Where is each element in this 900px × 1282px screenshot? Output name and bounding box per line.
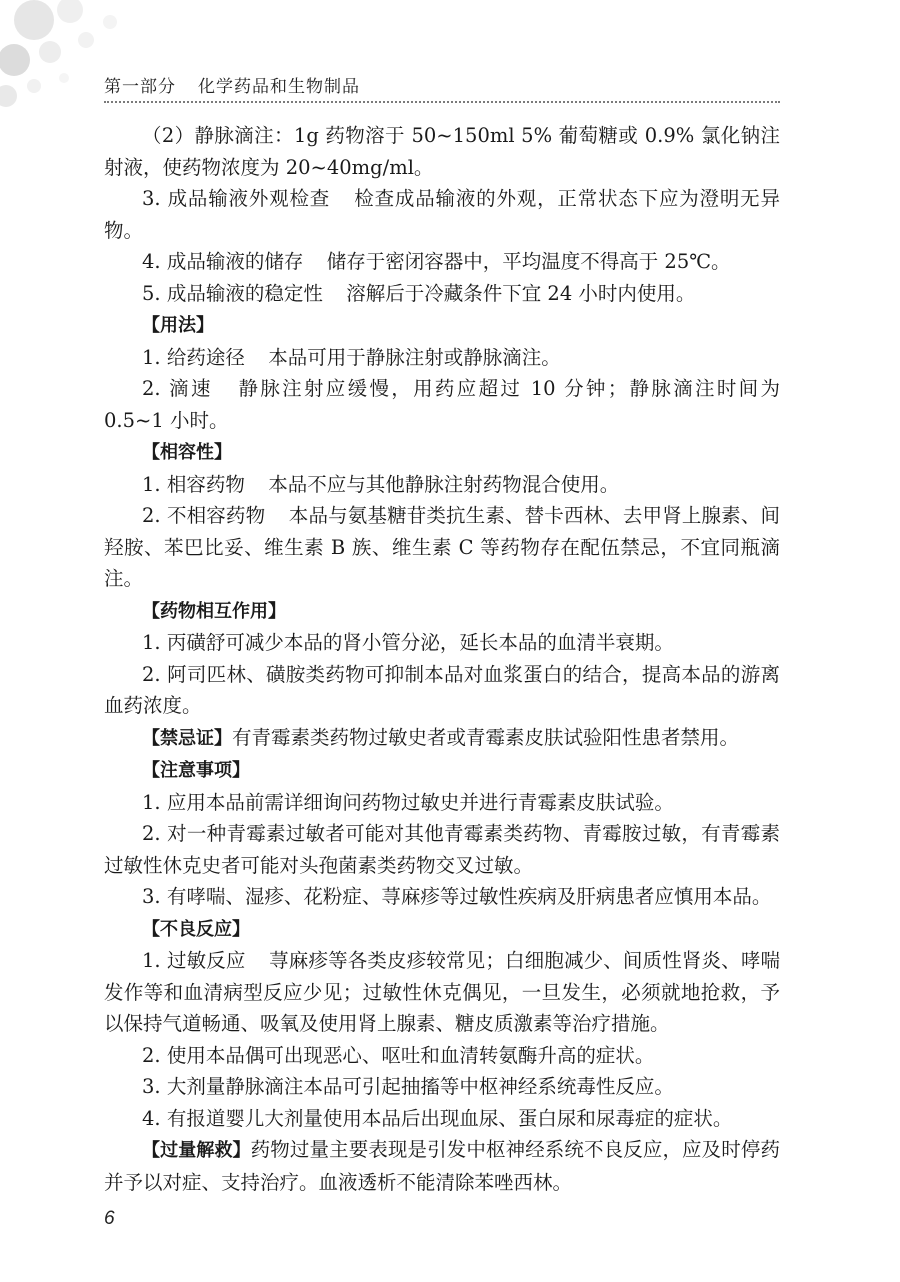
interactions-title: 【药物相互作用】 bbox=[142, 600, 287, 622]
paragraph bbox=[104, 945, 780, 1040]
overdose-body: 药物过量主要表现是引发中枢神经系统不良反应，应及时停药并予以对症、支持治疗。血液透析不能清除苯唑西林。 bbox=[104, 1138, 780, 1194]
paragraph: 3. 有哮喘、湿疹、花粉症、荨麻疹等过敏性疾病及肝病患者应慎用本品。 bbox=[142, 885, 772, 908]
item-body: 储存于密闭容器中，平均温度不得高于 25℃。 bbox=[326, 250, 731, 273]
item-head: 4. 成品输液的储存 bbox=[142, 250, 304, 273]
contraindications-paragraph bbox=[104, 722, 780, 755]
paragraph bbox=[104, 373, 780, 436]
corner-decoration bbox=[0, 0, 190, 130]
paragraph: 4. 有报道婴儿大剂量使用本品后出现血尿、蛋白尿和尿毒症的症状。 bbox=[142, 1106, 733, 1130]
item-body: 静脉注射应缓慢，用药应超过 10 分钟；静脉滴注时间为 0.5~1 小时。 bbox=[104, 377, 780, 432]
overdose-paragraph bbox=[104, 1134, 780, 1198]
item-body: 荨麻疹等各类皮疹较常见；白细胞减少、间质性肾炎、哮喘发作等和血清病型反应少见；过敏性休克偶见，一旦发生，必须就地抢救，予以保持气道畅通、吸氧及使用肾上腺素、糖皮质激素等治疗措施。 bbox=[104, 949, 780, 1035]
paragraph bbox=[104, 500, 780, 595]
running-header bbox=[104, 72, 778, 97]
overdose-title: 【过量解救】 bbox=[142, 1140, 251, 1161]
paragraph bbox=[104, 278, 780, 310]
compatibility-title: 【相容性】 bbox=[142, 442, 233, 463]
paragraph: 2. 对一种青霉素过敏者可能对其他青霉素类药物、青霉胺过敏，有青霉素过敏性休克史者可能对头孢菌素类药物交叉过敏。 bbox=[104, 822, 780, 877]
section-heading bbox=[104, 309, 780, 342]
contraindications-title: 【禁忌证】 bbox=[142, 727, 233, 749]
paragraph: 3. 大剂量静脉滴注本品可引起抽搐等中枢神经系统毒性反应。 bbox=[142, 1075, 674, 1098]
paragraph: 1. 应用本品前需详细询问药物过敏史并进行青霉素皮肤试验。 bbox=[142, 790, 674, 814]
section-heading bbox=[104, 595, 780, 628]
item-body: 本品与氨基糖苷类抗生素、替卡西林、去甲肾上腺素、间羟胺、苯巴比妥、维生素 B 族、维生素 C 等药物存在配伍禁忌，不宜同瓶滴注。 bbox=[104, 504, 780, 590]
section-heading bbox=[104, 754, 780, 787]
item-head: 1. 过敏反应 bbox=[142, 949, 246, 972]
paragraph: （2）静脉滴注：1g 药物溶于 50~150ml 5% 葡萄糖或 0.9% 氯化钠注射液，使药物浓度为 20~40mg/ml。 bbox=[104, 124, 780, 179]
header-rule bbox=[104, 101, 780, 103]
paragraph bbox=[104, 183, 780, 246]
item-head: 2. 不相容药物 bbox=[142, 504, 266, 527]
header-part: 第一部分 bbox=[104, 77, 176, 97]
adverse-title: 【不良反应】 bbox=[142, 918, 251, 940]
item-body: 检查成品输液的外观，正常状态下应为澄明无异物。 bbox=[104, 187, 780, 242]
paragraph bbox=[104, 246, 780, 278]
paragraph: 2. 使用本品偶可出现恶心、呕吐和血清转氨酶升高的症状。 bbox=[142, 1043, 655, 1067]
contraindications-body: 有青霉素类药物过敏史者或青霉素皮肤试验阳性患者禁用。 bbox=[232, 725, 740, 749]
usage-title: 【用法】 bbox=[142, 315, 215, 336]
item-head: 5. 成品输液的稳定性 bbox=[142, 281, 323, 305]
page-number: 6 bbox=[104, 1208, 115, 1229]
precautions-title: 【注意事项】 bbox=[142, 760, 251, 781]
item-body: 溶解后于冷藏条件下宜 24 小时内使用。 bbox=[346, 281, 696, 305]
page-body bbox=[104, 120, 780, 1198]
item-head: 1. 相容药物 bbox=[142, 472, 245, 496]
header-title: 化学药品和生物制品 bbox=[198, 77, 360, 97]
paragraph: 1. 丙磺舒可减少本品的肾小管分泌，延长本品的血清半衰期。 bbox=[142, 631, 674, 654]
item-head: 2. 滴速 bbox=[142, 377, 213, 400]
item-head: 1. 给药途径 bbox=[142, 345, 245, 369]
paragraph: 2. 阿司匹林、磺胺类药物可抑制本品对血浆蛋白的结合，提高本品的游离血药浓度。 bbox=[104, 662, 780, 717]
item-body: 本品不应与其他静脉注射药物混合使用。 bbox=[268, 472, 620, 496]
section-heading bbox=[104, 436, 780, 469]
item-head: 3. 成品输液外观检查 bbox=[142, 187, 331, 210]
section-heading bbox=[104, 913, 780, 946]
item-body: 本品可用于静脉注射或静脉滴注。 bbox=[268, 345, 561, 369]
paragraph bbox=[104, 342, 780, 374]
paragraph bbox=[104, 469, 780, 501]
